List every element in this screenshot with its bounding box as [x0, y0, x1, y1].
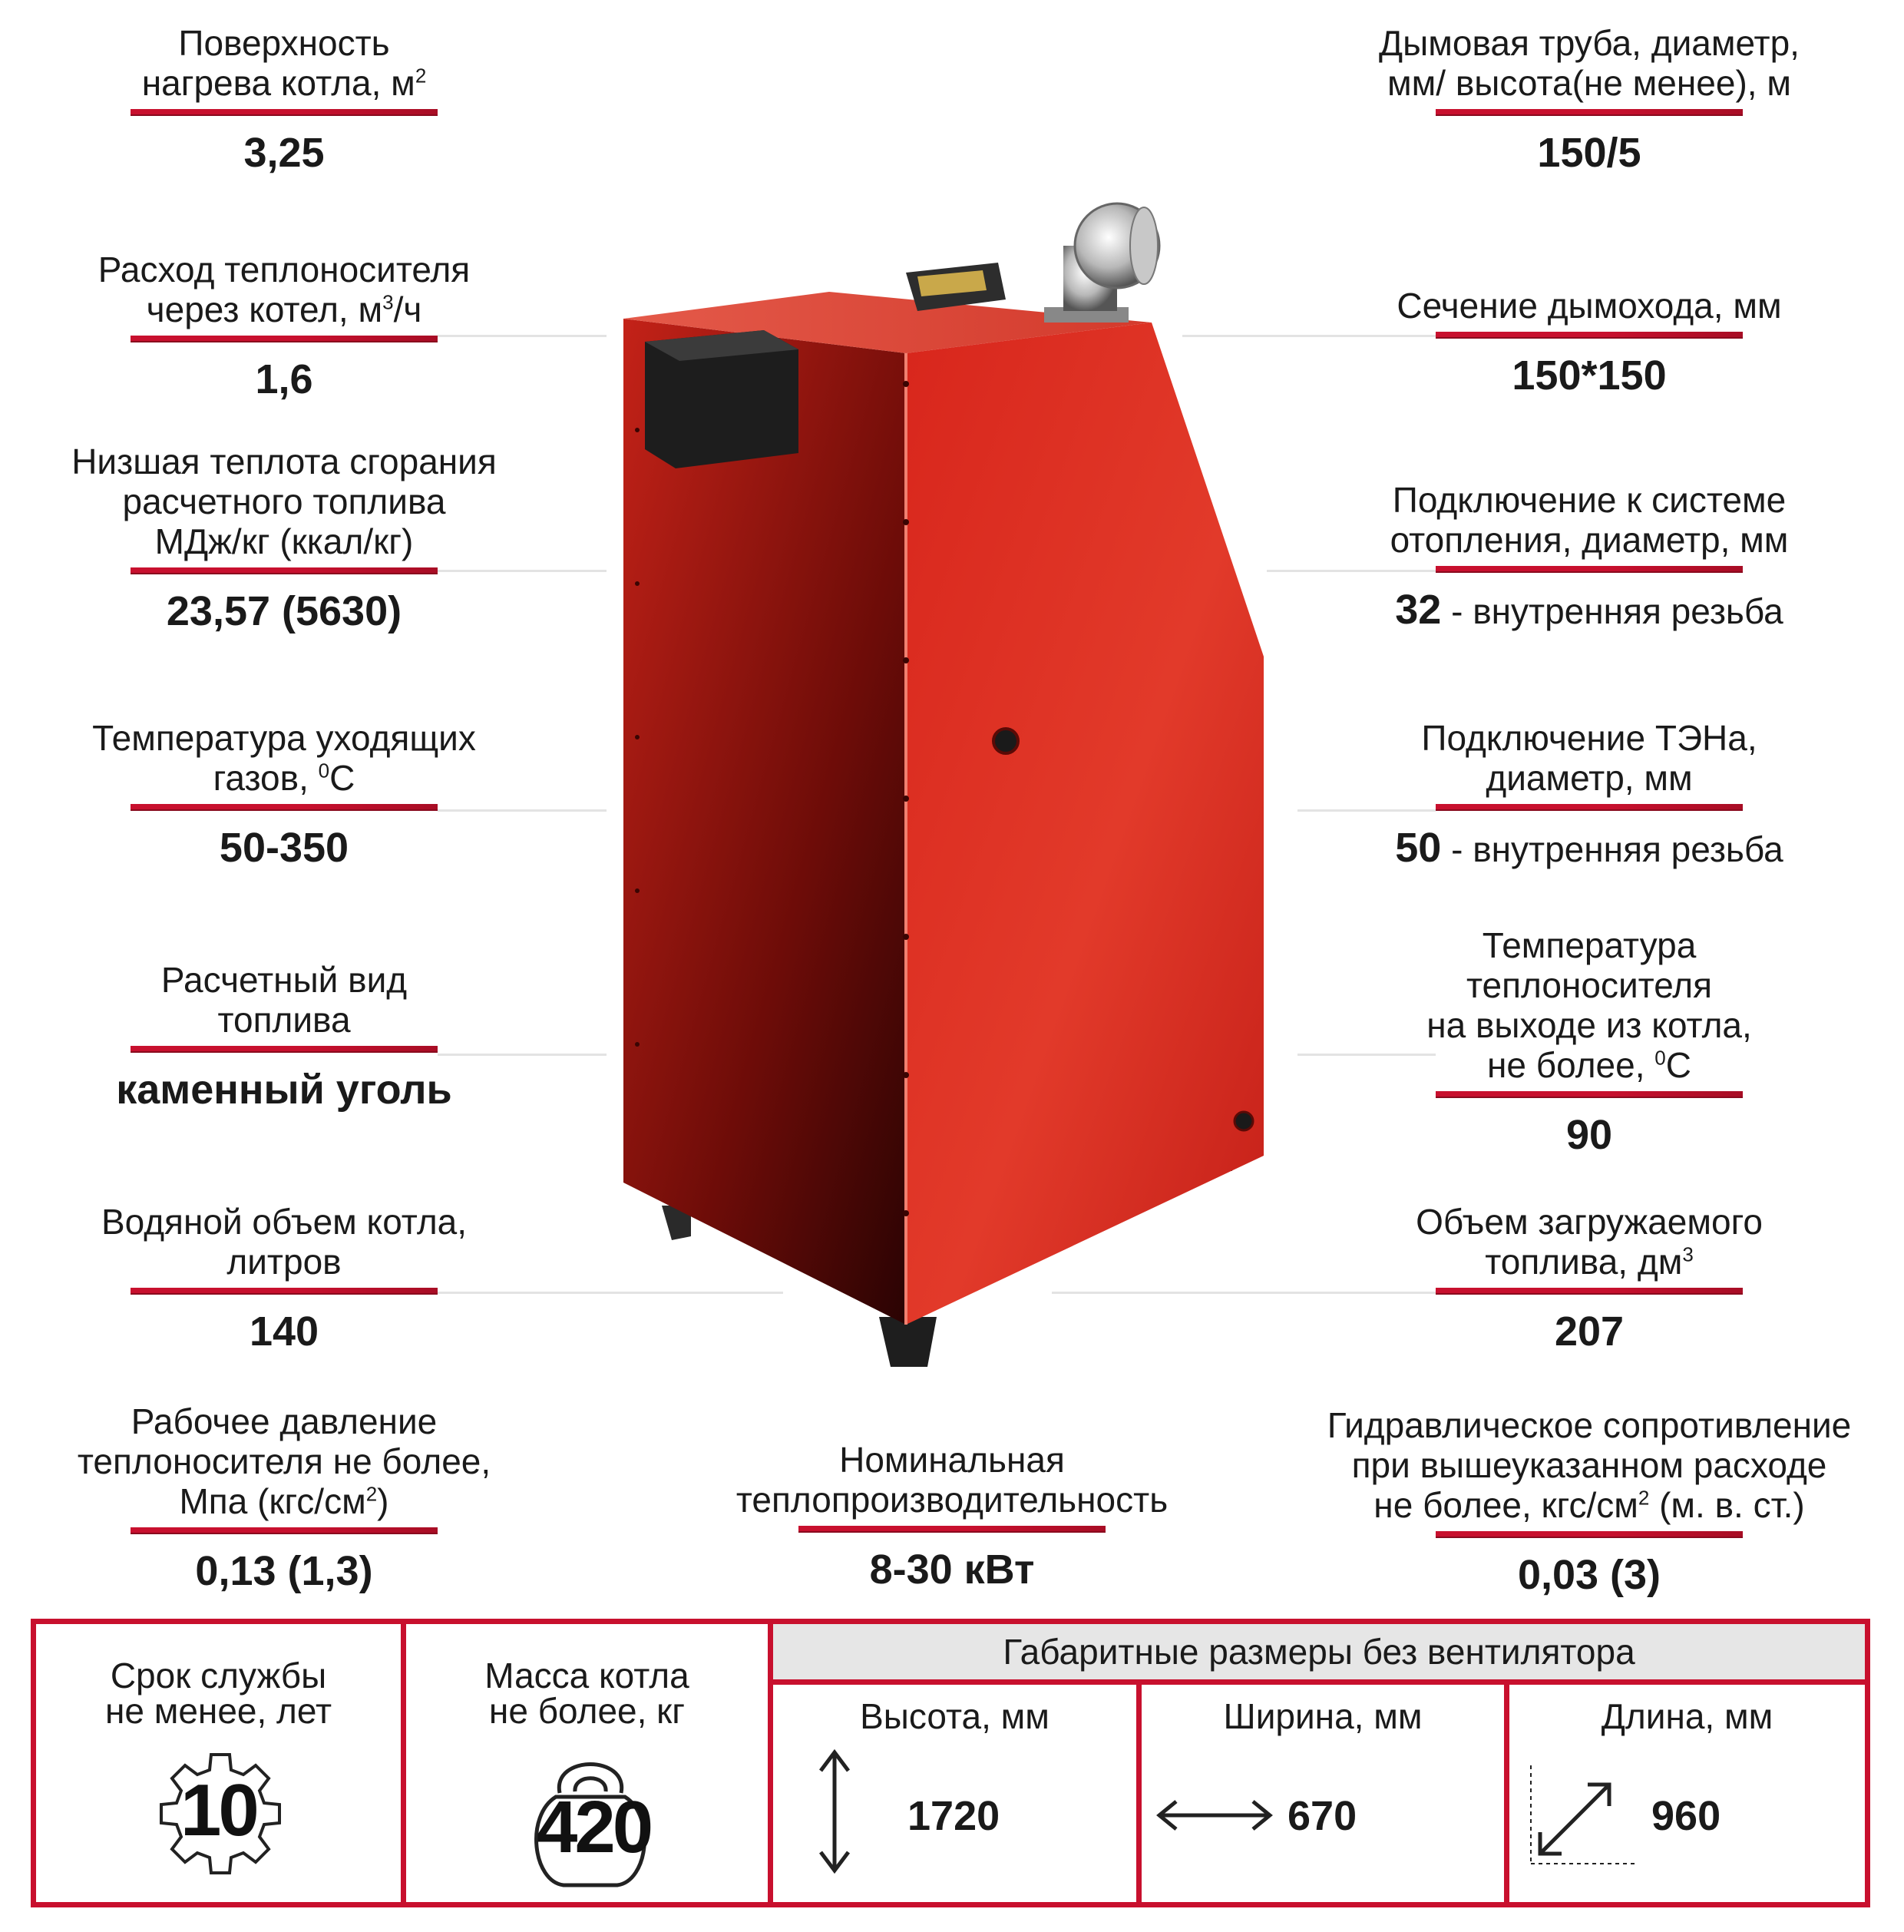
- service-life-value: 10: [180, 1769, 256, 1851]
- spec-flow-value: 1,6: [255, 356, 313, 402]
- spec-flow-label-tail: /ч: [393, 289, 422, 329]
- mass-title: Масса котла не более, кг: [484, 1656, 689, 1731]
- vertical-arrow-icon: [812, 1746, 858, 1877]
- spec-flue-section: [1359, 286, 1820, 399]
- diagonal-arrow-icon: [1525, 1758, 1640, 1873]
- spec-flue-temp-label: Температура уходящих газов,: [92, 718, 476, 798]
- divider: [131, 1527, 438, 1534]
- service-life-title: Срок службы не менее, лет: [104, 1656, 332, 1731]
- spec-heating-connection: [1359, 480, 1820, 634]
- spec-fuel-volume-sup: 3: [1682, 1242, 1694, 1266]
- spec-pressure-value: 0,13 (1,3): [195, 1548, 373, 1594]
- boiler-illustration: [614, 200, 1305, 1398]
- boiler-port: [993, 729, 1018, 753]
- spec-pressure-label-tail: ): [377, 1481, 389, 1521]
- horizontal-arrow-icon: [1153, 1792, 1276, 1838]
- boiler-port: [1235, 1112, 1253, 1130]
- leader-line: [1297, 809, 1436, 812]
- divider: [131, 1288, 438, 1295]
- spec-outlet-temp-sup: 0: [1654, 1046, 1666, 1070]
- mass-value: 420: [537, 1786, 651, 1868]
- boiler-leg: [879, 1317, 937, 1367]
- leader-line: [438, 1054, 607, 1056]
- divider: [131, 1046, 438, 1053]
- table-divider: [1136, 1679, 1142, 1902]
- cell-mass: [406, 1624, 768, 1902]
- spec-heating-connection-extra: - внутренняя резьба: [1441, 591, 1783, 631]
- leader-line: [438, 809, 607, 812]
- leader-line: [438, 570, 607, 572]
- spec-heat-value: [54, 442, 514, 634]
- width-label: Ширина, мм: [1223, 1696, 1423, 1736]
- divider: [1436, 804, 1743, 811]
- spec-surface-sup: 2: [415, 64, 427, 88]
- spec-flue-temp-value: 50-350: [219, 825, 349, 871]
- table-divider: [401, 1624, 406, 1902]
- spec-ten-connection-value: 50: [1395, 825, 1442, 871]
- spec-power-value: 8-30 кВт: [869, 1547, 1035, 1593]
- leader-line: [438, 335, 607, 337]
- divider: [1436, 1288, 1743, 1295]
- boiler-side-panel: [623, 319, 906, 1325]
- spec-flue-temp-sup: 0: [318, 759, 330, 782]
- spec-resistance-value: 0,03 (3): [1517, 1552, 1661, 1598]
- cell-service-life: [36, 1624, 401, 1902]
- spec-chimney: [1359, 23, 1820, 176]
- spec-pressure: [54, 1401, 514, 1594]
- table-divider: [773, 1679, 1865, 1685]
- spec-water-volume-label: Водяной объем котла, литров: [101, 1202, 468, 1282]
- divider: [1436, 1091, 1743, 1098]
- spec-fuel-volume-label: Объем загружаемого топлива, дм: [1416, 1202, 1763, 1282]
- spec-resistance: [1282, 1405, 1896, 1598]
- spec-heating-connection-value: 32: [1395, 587, 1442, 633]
- spec-outlet-temp-label: Температура теплоносителя на выходе из котла, не более,: [1426, 925, 1752, 1085]
- divider: [798, 1526, 1106, 1533]
- spec-ten-connection-extra: - внутренняя резьба: [1441, 829, 1783, 869]
- spec-surface-value: 3,25: [243, 130, 325, 176]
- spec-heat-value-value: 23,57 (5630): [166, 588, 402, 634]
- spec-flow-label: Расход теплоносителя через котел, м: [98, 250, 471, 329]
- spec-ten-connection-label: Подключение ТЭНа, диаметр, мм: [1421, 718, 1757, 798]
- divider: [1436, 109, 1743, 116]
- spec-power-label: Номинальная теплопроизводительность: [735, 1440, 1169, 1520]
- spec-flue-section-value: 150*150: [1512, 352, 1667, 399]
- boiler-front-panel: [906, 323, 1264, 1325]
- spec-ten-connection: [1359, 718, 1820, 872]
- divider: [1436, 1531, 1743, 1538]
- spec-chimney-label: Дымовая труба, диаметр, мм/ высота(не менее), м: [1379, 23, 1800, 103]
- spec-outlet-temp-value: 90: [1565, 1112, 1613, 1158]
- height-label: Высота, мм: [860, 1696, 1050, 1736]
- cell-length: [1509, 1685, 1865, 1902]
- spec-heating-connection-label: Подключение к системе отопления, диаметр, мм: [1390, 480, 1789, 560]
- table-divider: [768, 1624, 773, 1902]
- divider: [131, 567, 438, 574]
- spec-flue-temp-label-tail: С: [329, 758, 355, 798]
- table-divider: [1504, 1679, 1509, 1902]
- divider: [131, 804, 438, 811]
- spec-flue-temp: [54, 718, 514, 871]
- spec-fuel-volume: [1359, 1202, 1820, 1355]
- spec-fuel-volume-value: 207: [1554, 1308, 1625, 1355]
- dims-header: Габаритные размеры без вентилятора: [773, 1624, 1865, 1679]
- spec-chimney-value: 150/5: [1537, 130, 1641, 176]
- cell-width: [1142, 1685, 1504, 1902]
- width-value: 670: [1288, 1793, 1357, 1839]
- spec-resistance-sup: 2: [1638, 1486, 1650, 1510]
- spec-pressure-label: Рабочее давление теплоносителя не более, Мпа (кгс/см: [77, 1401, 491, 1521]
- divider: [131, 336, 438, 342]
- specs-table: [31, 1619, 1870, 1907]
- spec-resistance-label-tail: (м. в. ст.): [1649, 1485, 1805, 1525]
- spec-surface: [54, 23, 514, 176]
- spec-fuel-type-label: Расчетный вид топлива: [160, 960, 408, 1040]
- spec-pressure-sup: 2: [365, 1482, 378, 1506]
- length-value: 960: [1651, 1793, 1721, 1839]
- spec-flow-sup: 3: [382, 290, 394, 314]
- height-value: 1720: [907, 1793, 1000, 1839]
- leader-line: [1297, 1054, 1436, 1056]
- spec-resistance-label: Гидравлическое сопротивление при вышеуказанном расходе не более, кгс/см: [1327, 1405, 1852, 1525]
- spec-flue-section-label: Сечение дымохода, мм: [1397, 286, 1782, 326]
- length-label: Длина, мм: [1601, 1696, 1773, 1736]
- spec-outlet-temp: [1359, 925, 1820, 1158]
- spec-power: [706, 1440, 1198, 1593]
- spec-water-volume-value: 140: [249, 1308, 319, 1355]
- divider: [1436, 332, 1743, 339]
- spec-outlet-temp-label-tail: С: [1665, 1045, 1691, 1085]
- spec-fuel-type-value: каменный уголь: [116, 1067, 452, 1113]
- spec-heat-value-label: Низшая теплота сгорания расчетного топлива МДж/кг (ккал/кг): [71, 442, 497, 561]
- spec-water-volume: [54, 1202, 514, 1355]
- spec-surface-label: Поверхность нагрева котла, м: [141, 23, 415, 103]
- divider: [131, 109, 438, 116]
- spec-flow: [54, 250, 514, 402]
- divider: [1436, 566, 1743, 573]
- spec-fuel-type: [54, 960, 514, 1113]
- cell-height: [773, 1685, 1136, 1902]
